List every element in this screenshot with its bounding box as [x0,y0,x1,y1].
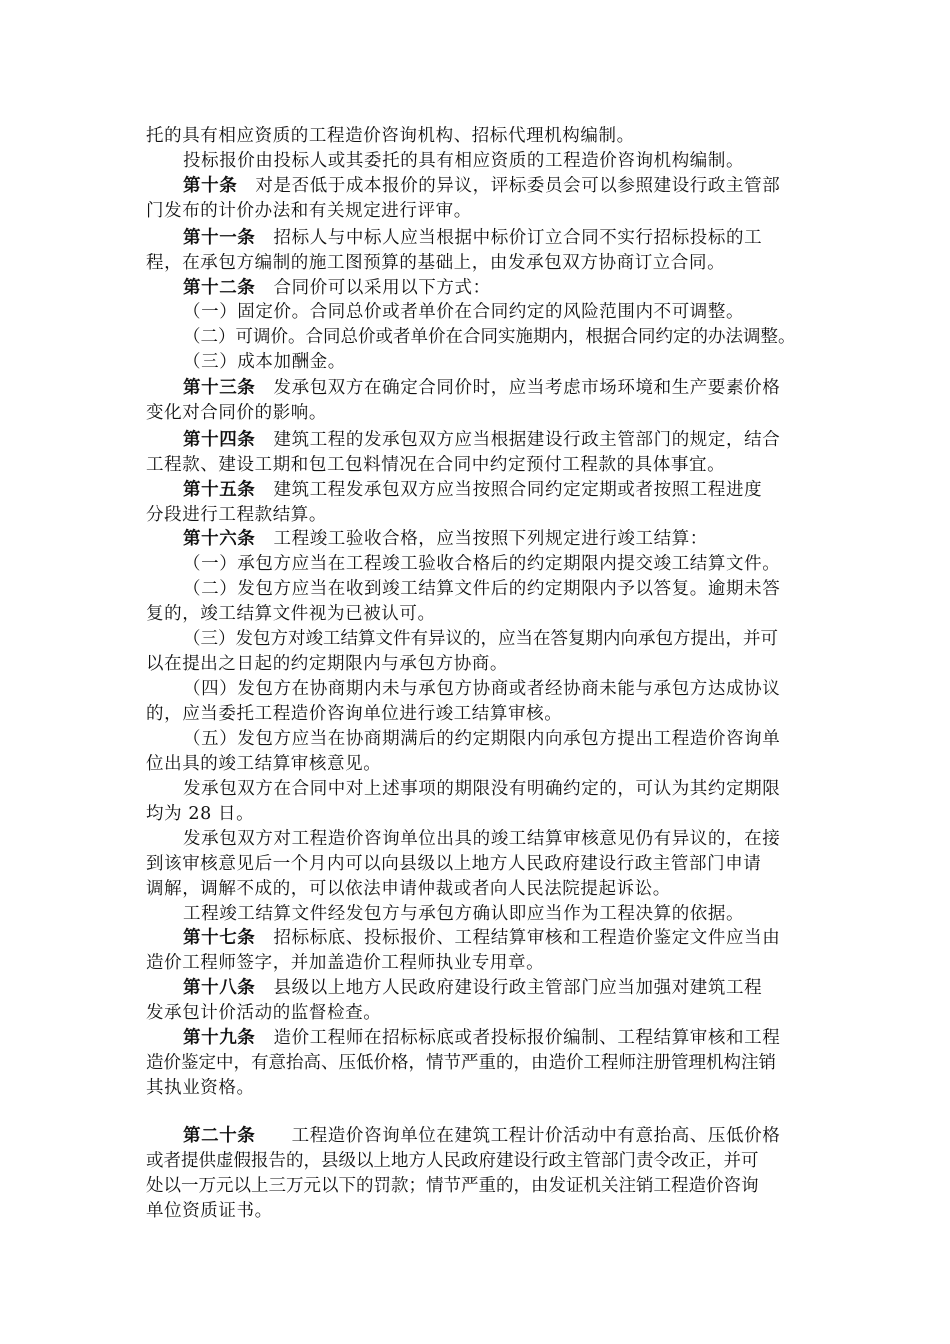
article-heading-line: 第二十条 工程造价咨询单位在建筑工程计价活动中有意抬高、压低价格 [183,1126,781,1146]
text-line: （一）承包方应当在工程竣工验收合格后的约定期限内提交竣工结算文件。 [183,554,781,574]
text-line: 投标报价由投标人或其委托的具有相应资质的工程造价咨询机构编制。 [183,151,745,171]
text-line: 其执业资格。 [146,1078,255,1098]
text-line: 变化对合同价的影响。 [146,403,327,423]
text-line: （三）成本加酬金。 [183,352,346,372]
text-line: 造价工程师签字，并加盖造价工程师执业专用章。 [146,953,545,973]
article-number: 第二十条 [183,1126,256,1146]
text-line: 托的具有相应资质的工程造价咨询机构、招标代理机构编制。 [146,126,635,146]
text-line: （二）可调价。合同总价或者单价在合同实施期内，根据合同约定的办法调整。 [183,327,796,347]
article-number: 第十四条 [183,430,256,450]
text-line: 调解，调解不成的，可以依法申请仲裁或者向人民法院提起诉讼。 [146,879,671,899]
text-line: 均为 28 日。 [146,804,255,824]
text-line: 发承包双方在合同中对上述事项的期限没有明确约定的，可认为其约定期限 [183,779,781,799]
article-heading-line: 第十五条 建筑工程发承包双方应当按照合同约定定期或者按照工程进度 [183,480,763,500]
article-number: 第十五条 [183,480,256,500]
text-line: 以在提出之日起的约定期限内与承包方协商。 [146,654,508,674]
article-heading-line: 第十六条 工程竣工验收合格，应当按照下列规定进行竣工结算： [183,529,708,549]
article-heading-line: 第十条 对是否低于成本报价的异议，评标委员会可以参照建设行政主管部 [183,176,781,196]
text-line: 分段进行工程款结算。 [146,505,327,525]
text-line: 发承包双方对工程造价咨询单位出具的竣工结算审核意见仍有异议的，在接 [183,829,781,849]
text-line: 门发布的计价办法和有关规定进行评审。 [146,201,472,221]
article-number: 第十八条 [183,978,256,998]
article-heading-line: 第十一条 招标人与中标人应当根据中标价订立合同不实行招标投标的工 [183,228,763,248]
text-line: 造价鉴定中，有意抬高、压低价格，情节严重的，由造价工程师注册管理机构注销 [146,1053,776,1073]
article-heading-line: 第十三条 发承包双方在确定合同价时，应当考虑市场环境和生产要素价格 [183,378,781,398]
text-line: 程，在承包方编制的施工图预算的基础上，由发承包双方协商订立合同。 [146,253,726,273]
article-number: 第十七条 [183,928,256,948]
article-heading-line: 第十二条 合同价可以采用以下方式： [183,278,491,298]
article-number: 第十六条 [183,529,256,549]
text-line: （三）发包方对竣工结算文件有异议的，应当在答复期内向承包方提出，并可 [183,629,778,649]
text-line: 复的，竣工结算文件视为已被认可。 [146,604,436,624]
text-line: （四）发包方在协商期内未与承包方协商或者经协商未能与承包方达成协议 [183,679,781,699]
text-line: （二）发包方应当在收到竣工结算文件后的约定期限内予以答复。逾期未答 [183,579,781,599]
text-line: （五）发包方应当在协商期满后的约定期限内向承包方提出工程造价咨询单 [183,729,781,749]
article-heading-line: 第十九条 造价工程师在招标标底或者投标报价编制、工程结算审核和工程 [183,1028,781,1048]
article-number: 第十二条 [183,278,256,298]
text-line: （一）固定价。合同总价或者单价在合同约定的风险范围内不可调整。 [183,302,745,322]
article-number: 第十一条 [183,228,256,248]
article-number: 第十九条 [183,1028,256,1048]
text-line: 的，应当委托工程造价咨询单位进行竣工结算审核。 [146,704,563,724]
text-line: 单位资质证书。 [146,1201,273,1221]
text-line: 处以一万元以上三万元以下的罚款；情节严重的，由发证机关注销工程造价咨询 [146,1176,759,1196]
article-number: 第十条 [183,176,238,196]
text-line: 发承包计价活动的监督检查。 [146,1003,382,1023]
text-line: 位出具的竣工结算审核意见。 [146,754,382,774]
text-line: 工程款、建设工期和包工包料情况在合同中约定预付工程款的具体事宜。 [146,455,726,475]
article-heading-line: 第十八条 县级以上地方人民政府建设行政主管部门应当加强对建筑工程 [183,978,763,998]
article-heading-line: 第十四条 建筑工程的发承包双方应当根据建设行政主管部门的规定，结合 [183,430,781,450]
article-number: 第十三条 [183,378,256,398]
text-line: 或者提供虚假报告的，县级以上地方人民政府建设行政主管部门责令改正，并可 [146,1151,759,1171]
text-line: 工程竣工结算文件经发包方与承包方确认即应当作为工程决算的依据。 [183,904,745,924]
article-heading-line: 第十七条 招标标底、投标报价、工程结算审核和工程造价鉴定文件应当由 [183,928,781,948]
text-line: 到该审核意见后一个月内可以向县级以上地方人民政府建设行政主管部门申请 [146,854,762,874]
